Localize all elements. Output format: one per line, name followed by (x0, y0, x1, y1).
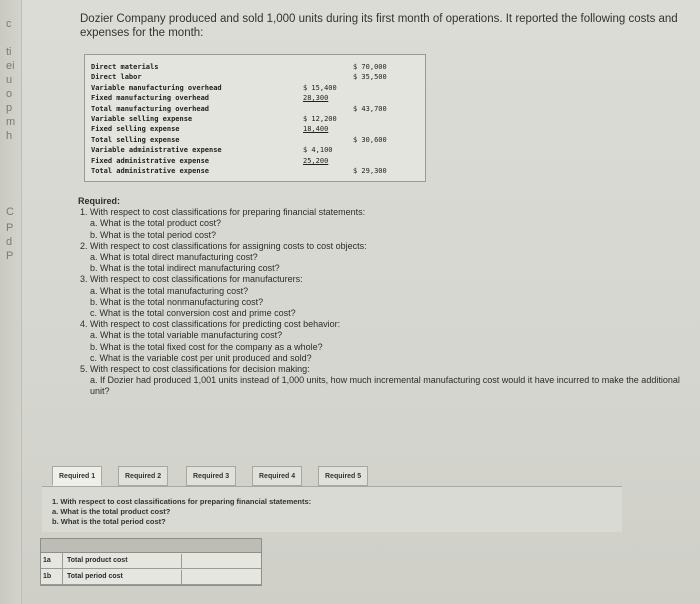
required-heading: Required: (78, 196, 121, 206)
cost-row (91, 84, 421, 94)
tab-required-1[interactable]: Required 1 (52, 466, 102, 486)
cost-amount-detail: $ 4,100 (303, 146, 333, 155)
required-subquestion: b. What is the total fixed cost for the company as a whole? (90, 341, 323, 352)
strip-glyph: h (6, 130, 13, 142)
required-question: 1. With respect to cost classifications for preparing financial statements: (80, 207, 366, 218)
panel-question-a: a. What is the total product cost? (52, 507, 171, 516)
cost-label: Fixed selling expense (91, 125, 180, 134)
cost-row (91, 105, 421, 115)
required-question: 4. With respect to cost classifications for predicting cost behavior: (80, 319, 341, 330)
cost-label: Direct materials (91, 63, 159, 71)
required-subquestion: c. What is the total conversion cost and prime cost? (90, 308, 296, 319)
cost-label: Total selling expense (91, 135, 180, 144)
cost-row (91, 63, 421, 73)
cost-label: Direct labor (91, 73, 142, 82)
cost-amount-total: $ 35,500 (353, 73, 387, 82)
cost-row (91, 157, 421, 167)
cost-amount-detail: 18,400 (303, 125, 329, 134)
required-subquestion: a. What is the total manufacturing cost? (90, 285, 249, 296)
answer-row (41, 569, 261, 585)
cost-row (91, 146, 421, 156)
cost-amount-detail: $ 12,200 (303, 115, 337, 123)
cost-label: Fixed administrative expense (91, 156, 210, 165)
required-subquestion: c. What is the variable cost per unit produced and sold? (90, 352, 312, 363)
tab-required-2[interactable]: Required 2 (118, 466, 168, 486)
cost-label: Total manufacturing overhead (91, 104, 210, 113)
required-subquestion: a. What is the total variable manufacturing cost? (90, 330, 283, 341)
strip-glyph: c (6, 18, 12, 30)
required-subquestion: b. What is the total indirect manufacturing cost? (90, 263, 280, 274)
tab-panel (42, 486, 622, 532)
strip-glyph: ti (6, 46, 12, 58)
tab-required-4[interactable]: Required 4 (252, 466, 302, 486)
cost-row (91, 125, 421, 135)
required-tabs (52, 466, 382, 488)
required-subquestion: b. What is the total period cost? (90, 229, 217, 240)
required-section (78, 196, 700, 398)
cost-amount-detail: 25,200 (303, 156, 329, 165)
cost-amount-detail: $ 15,400 (303, 83, 337, 92)
answer-table-header (41, 539, 261, 553)
strip-glyph: u (6, 74, 13, 86)
answer-row-label: Total product cost (67, 557, 128, 564)
panel-question-b: b. What is the total period cost? (52, 517, 166, 526)
cost-label: Variable administrative expense (91, 146, 222, 155)
strip-glyph: d (6, 236, 13, 248)
cost-row (91, 94, 421, 104)
required-question: 5. With respect to cost classifications for decision making: (80, 364, 310, 375)
cost-label: Fixed manufacturing overhead (91, 94, 210, 103)
panel-heading: 1. With respect to cost classifications for preparing financial statements: (52, 497, 312, 506)
answer-row-label: Total period cost (67, 573, 123, 580)
answer-table (40, 538, 262, 586)
required-subquestion: a. What is total direct manufacturing cost? (90, 252, 258, 263)
required-subquestion: a. What is the total product cost? (90, 218, 222, 229)
cost-amount-total: $ 29,300 (353, 167, 387, 175)
cost-label: Variable selling expense (91, 115, 193, 123)
cost-label: Total administrative expense (91, 167, 210, 175)
strip-glyph: o (6, 88, 13, 100)
tab-required-3[interactable]: Required 3 (186, 466, 236, 486)
required-question: 2. With respect to cost classifications for assigning costs to cost objects: (80, 240, 367, 251)
cost-row (91, 115, 421, 125)
strip-glyph: P (6, 222, 14, 234)
cost-table (84, 54, 426, 182)
strip-glyph: C (6, 206, 14, 218)
strip-glyph: m (6, 116, 16, 128)
cost-label: Variable manufacturing overhead (91, 83, 222, 92)
required-subquestion: a. If Dozier had produced 1,001 units instead of 1,000 units, how much incremental manufacturing cost would it have incurred to make the additional unit? (90, 375, 680, 397)
answer-row (41, 553, 261, 569)
required-question: 3. With respect to cost classifications for manufacturers: (80, 274, 303, 285)
total-product-cost-input[interactable] (181, 554, 261, 568)
left-background-strip (0, 0, 22, 604)
problem-intro: Dozier Company produced and sold 1,000 units during its first month of operations. It reported the following costs and expenses for the month: (80, 13, 678, 39)
required-subquestion: b. What is the total nonmanufacturing cost? (90, 296, 264, 307)
strip-glyph: ei (6, 60, 15, 72)
answer-row-number: 1b (43, 569, 63, 585)
cost-row (91, 136, 421, 146)
cost-row (91, 167, 421, 177)
total-period-cost-input[interactable] (181, 570, 261, 584)
cost-row (91, 73, 421, 83)
cost-amount-detail: 28,300 (303, 94, 329, 103)
tab-required-5[interactable]: Required 5 (318, 466, 368, 486)
strip-glyph: P (6, 250, 14, 262)
cost-amount-total: $ 43,700 (353, 104, 387, 113)
answer-row-number: 1a (43, 553, 63, 569)
cost-amount-total: $ 70,000 (353, 63, 387, 71)
strip-glyph: p (6, 102, 13, 114)
cost-amount-total: $ 30,600 (353, 135, 387, 144)
